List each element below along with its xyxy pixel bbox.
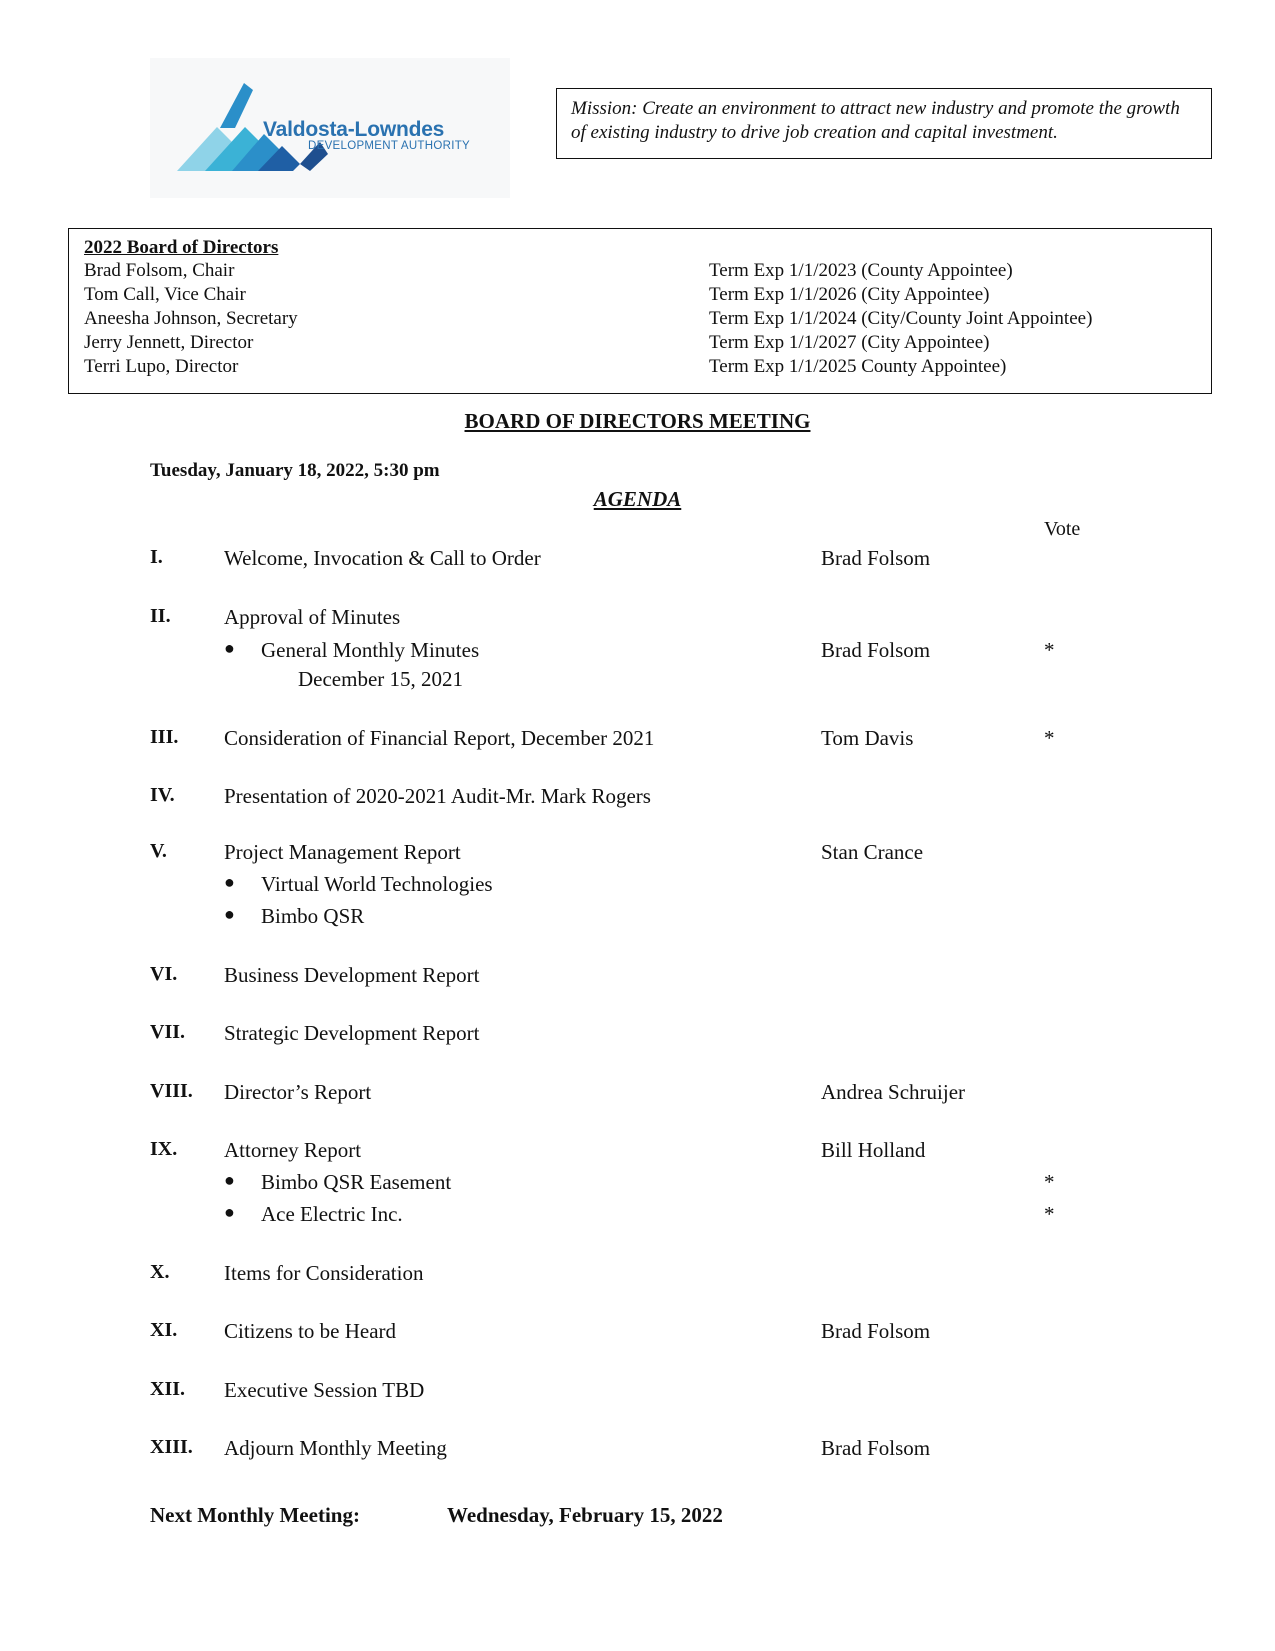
agenda-title: Strategic Development Report: [224, 1021, 480, 1045]
agenda-presenter: Andrea Schruijer: [821, 1080, 966, 1104]
vote-marker: *: [1044, 1170, 1055, 1194]
agenda-title: Business Development Report: [224, 963, 480, 987]
agenda-numeral: II.: [150, 605, 171, 627]
agenda-title: Items for Consideration: [224, 1261, 424, 1285]
bullet-icon: ●: [224, 1202, 235, 1222]
board-member-name: Jerry Jennett, Director: [84, 332, 254, 353]
agenda-presenter: Brad Folsom: [821, 1436, 931, 1460]
vote-marker: *: [1044, 726, 1055, 750]
agenda-numeral: X.: [150, 1261, 170, 1283]
next-meeting-label: Next Monthly Meeting:: [150, 1503, 360, 1527]
agenda-numeral: I.: [150, 546, 163, 568]
agenda-title: Adjourn Monthly Meeting: [224, 1436, 447, 1460]
bullet-icon: ●: [224, 904, 235, 924]
bullet-icon: ●: [224, 872, 235, 892]
agenda-numeral: XI.: [150, 1319, 178, 1341]
bullet-icon: ●: [224, 638, 235, 658]
agenda-title: Approval of Minutes: [224, 605, 401, 629]
agenda-title: Director’s Report: [224, 1080, 372, 1104]
board-member-term: Term Exp 1/1/2023 (County Appointee): [709, 260, 1013, 281]
agenda-title: Attorney Report: [224, 1138, 362, 1162]
agenda-subitem-detail-text: December 15, 2021: [298, 667, 464, 691]
vote-marker: *: [1044, 1202, 1055, 1226]
meeting-title: BOARD OF DIRECTORS MEETING: [464, 409, 811, 433]
agenda-title: Executive Session TBD: [224, 1378, 425, 1402]
agenda-presenter: Stan Crance: [821, 840, 924, 864]
board-member-name: Tom Call, Vice Chair: [84, 284, 246, 305]
organization-logo: [150, 58, 510, 198]
agenda-subitem-text: Ace Electric Inc.: [261, 1202, 403, 1226]
agenda-presenter: Brad Folsom: [821, 638, 931, 662]
logo-name: Valdosta-Lowndes: [263, 118, 445, 141]
agenda-subitem-text: Bimbo QSR Easement: [261, 1170, 452, 1194]
agenda-numeral: III.: [150, 726, 179, 748]
agenda-numeral: V.: [150, 840, 167, 862]
agenda-numeral: XIII.: [150, 1436, 193, 1458]
agenda-presenter: Brad Folsom: [821, 546, 931, 570]
agenda-presenter: Brad Folsom: [821, 1319, 931, 1343]
board-member-name: Terri Lupo, Director: [84, 356, 239, 377]
mission-statement: Mission: Create an environment to attract new industry and promote the growth of existing industry to drive job creation and capital investment.: [556, 88, 1212, 159]
agenda-presenter: Bill Holland: [821, 1138, 926, 1162]
board-member-term: Term Exp 1/1/2024 (City/County Joint Appointee): [709, 308, 1093, 329]
board-of-directors-box: [68, 228, 1212, 394]
agenda-numeral: IX.: [150, 1138, 178, 1160]
agenda-numeral: VII.: [150, 1021, 186, 1043]
agenda-heading: AGENDA: [593, 487, 682, 511]
agenda-title: Consideration of Financial Report, December 2021: [224, 726, 655, 750]
agenda-title: Project Management Report: [224, 840, 461, 864]
board-member-name: Aneesha Johnson, Secretary: [84, 308, 298, 329]
board-member-term: Term Exp 1/1/2026 (City Appointee): [709, 284, 990, 305]
meeting-date: Tuesday, January 18, 2022, 5:30 pm: [150, 460, 440, 481]
agenda-subitem-text: Virtual World Technologies: [261, 872, 493, 896]
agenda-numeral: IV.: [150, 784, 175, 806]
agenda-numeral: XII.: [150, 1378, 186, 1400]
logo-subtitle: DEVELOPMENT AUTHORITY: [308, 140, 471, 152]
agenda-numeral: VI.: [150, 963, 178, 985]
agenda-subitem-text: Bimbo QSR: [261, 904, 365, 928]
agenda-title: Citizens to be Heard: [224, 1319, 397, 1343]
board-member-term: Term Exp 1/1/2027 (City Appointee): [709, 332, 990, 353]
vote-marker: *: [1044, 638, 1055, 662]
next-meeting-date: Wednesday, February 15, 2022: [447, 1503, 723, 1527]
bullet-icon: ●: [224, 1170, 235, 1190]
agenda-title: Presentation of 2020-2021 Audit-Mr. Mark Rogers: [224, 784, 651, 808]
vote-column-heading: Vote: [1044, 518, 1081, 540]
agenda-subitem-text: General Monthly Minutes: [261, 638, 480, 662]
board-member-name: Brad Folsom, Chair: [84, 260, 235, 281]
board-member-term: Term Exp 1/1/2025 County Appointee): [709, 356, 1007, 377]
board-title: 2022 Board of Directors: [84, 237, 279, 258]
agenda-title: Welcome, Invocation & Call to Order: [224, 546, 541, 570]
agenda-numeral: VIII.: [150, 1080, 193, 1102]
agenda-presenter: Tom Davis: [821, 726, 914, 750]
